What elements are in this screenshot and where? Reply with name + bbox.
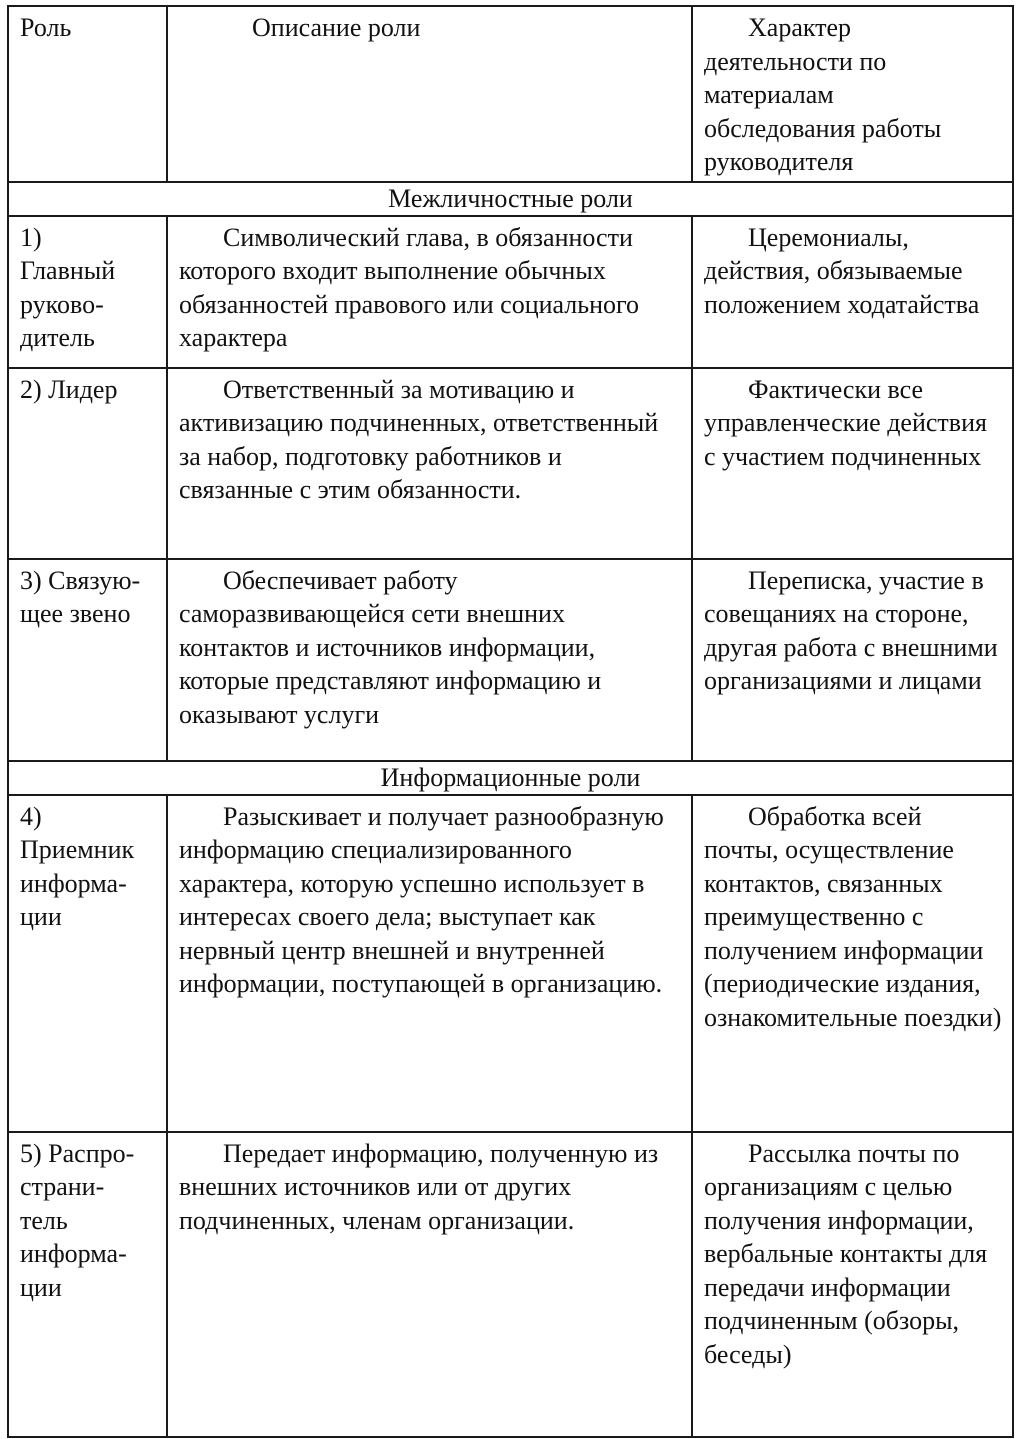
table-header-row bbox=[8, 6, 1013, 182]
activity-cell bbox=[692, 1132, 1013, 1437]
header-activity bbox=[692, 6, 1013, 182]
description-text: Символический глава, в обязанности которого входит выполнение обычных обязанностей правового или социального характера bbox=[179, 222, 640, 352]
description-text: Ответственный за мотивацию и активизацию подчиненных, ответственный за набор, подготовку работников и связанные с этим обязанности. bbox=[179, 374, 659, 504]
table-row bbox=[8, 216, 1013, 368]
description-cell bbox=[167, 795, 692, 1132]
activity-text: Фактически все управленческие действия с участием подчиненных bbox=[704, 374, 987, 471]
table-row bbox=[8, 795, 1013, 1132]
roles-table bbox=[7, 5, 1014, 1438]
header-activity-text: Характер деятельности по материалам обследования работы руководителя bbox=[704, 13, 942, 176]
role-text: 2) Лидер bbox=[20, 374, 118, 404]
role-cell bbox=[8, 368, 167, 559]
section-title: Информационные роли bbox=[8, 761, 1013, 795]
section-row bbox=[8, 182, 1013, 216]
role-text: 1) Главный руково- дитель bbox=[20, 222, 116, 352]
role-text: 5) Распро- страни- тель информа- ции bbox=[20, 1138, 135, 1302]
description-text: Разыскивает и получает разнообразную информацию специализированного характера, которую успешно использует в интересах своего дела; выступает как нервный центр внешней и внутренней информации, поступающей в организацию. bbox=[179, 801, 664, 998]
description-cell bbox=[167, 368, 692, 559]
description-cell bbox=[167, 216, 692, 368]
role-cell bbox=[8, 795, 167, 1132]
header-description-text: Описание роли bbox=[252, 13, 421, 42]
description-cell bbox=[167, 559, 692, 761]
activity-text: Переписка, участие в совещаниях на стороне, другая работа с внешними организациями и лицами bbox=[704, 565, 998, 695]
role-cell bbox=[8, 216, 167, 368]
description-text: Передает информацию, полученную из внешних источников или от других подчиненных, членам организации. bbox=[179, 1138, 659, 1235]
table-row bbox=[8, 559, 1013, 761]
role-cell bbox=[8, 559, 167, 761]
description-cell bbox=[167, 1132, 692, 1437]
activity-cell bbox=[692, 795, 1013, 1132]
role-cell bbox=[8, 1132, 167, 1437]
table-row bbox=[8, 368, 1013, 559]
header-role bbox=[8, 6, 167, 182]
activity-text: Обработка всей почты, осуществление контактов, связанных преимущественно с получением информации (периодические издания, ознакомительные поездки) bbox=[704, 801, 1002, 1032]
header-role-text: Роль bbox=[20, 13, 72, 42]
header-description bbox=[167, 6, 692, 182]
role-text: 4) Приемник информа- ции bbox=[20, 801, 135, 931]
activity-text: Церемониалы, действия, обязываемые положением ходатайства bbox=[704, 222, 980, 319]
table-row bbox=[8, 1132, 1013, 1437]
section-title: Межличностные роли bbox=[8, 182, 1013, 216]
activity-cell bbox=[692, 559, 1013, 761]
section-row bbox=[8, 761, 1013, 795]
activity-cell bbox=[692, 368, 1013, 559]
description-text: Обеспечивает работу саморазвивающейся сети внешних контактов и источников информации, которые представляют информацию и оказывают услуги bbox=[179, 565, 602, 729]
role-text: 3) Связую- щее звено bbox=[20, 565, 141, 628]
document-page bbox=[7, 5, 1012, 1438]
activity-cell bbox=[692, 216, 1013, 368]
activity-text: Рассылка почты по организациям с целью получения информации, вербальные контакты для передачи информации подчиненным (обзоры, беседы) bbox=[704, 1138, 988, 1369]
